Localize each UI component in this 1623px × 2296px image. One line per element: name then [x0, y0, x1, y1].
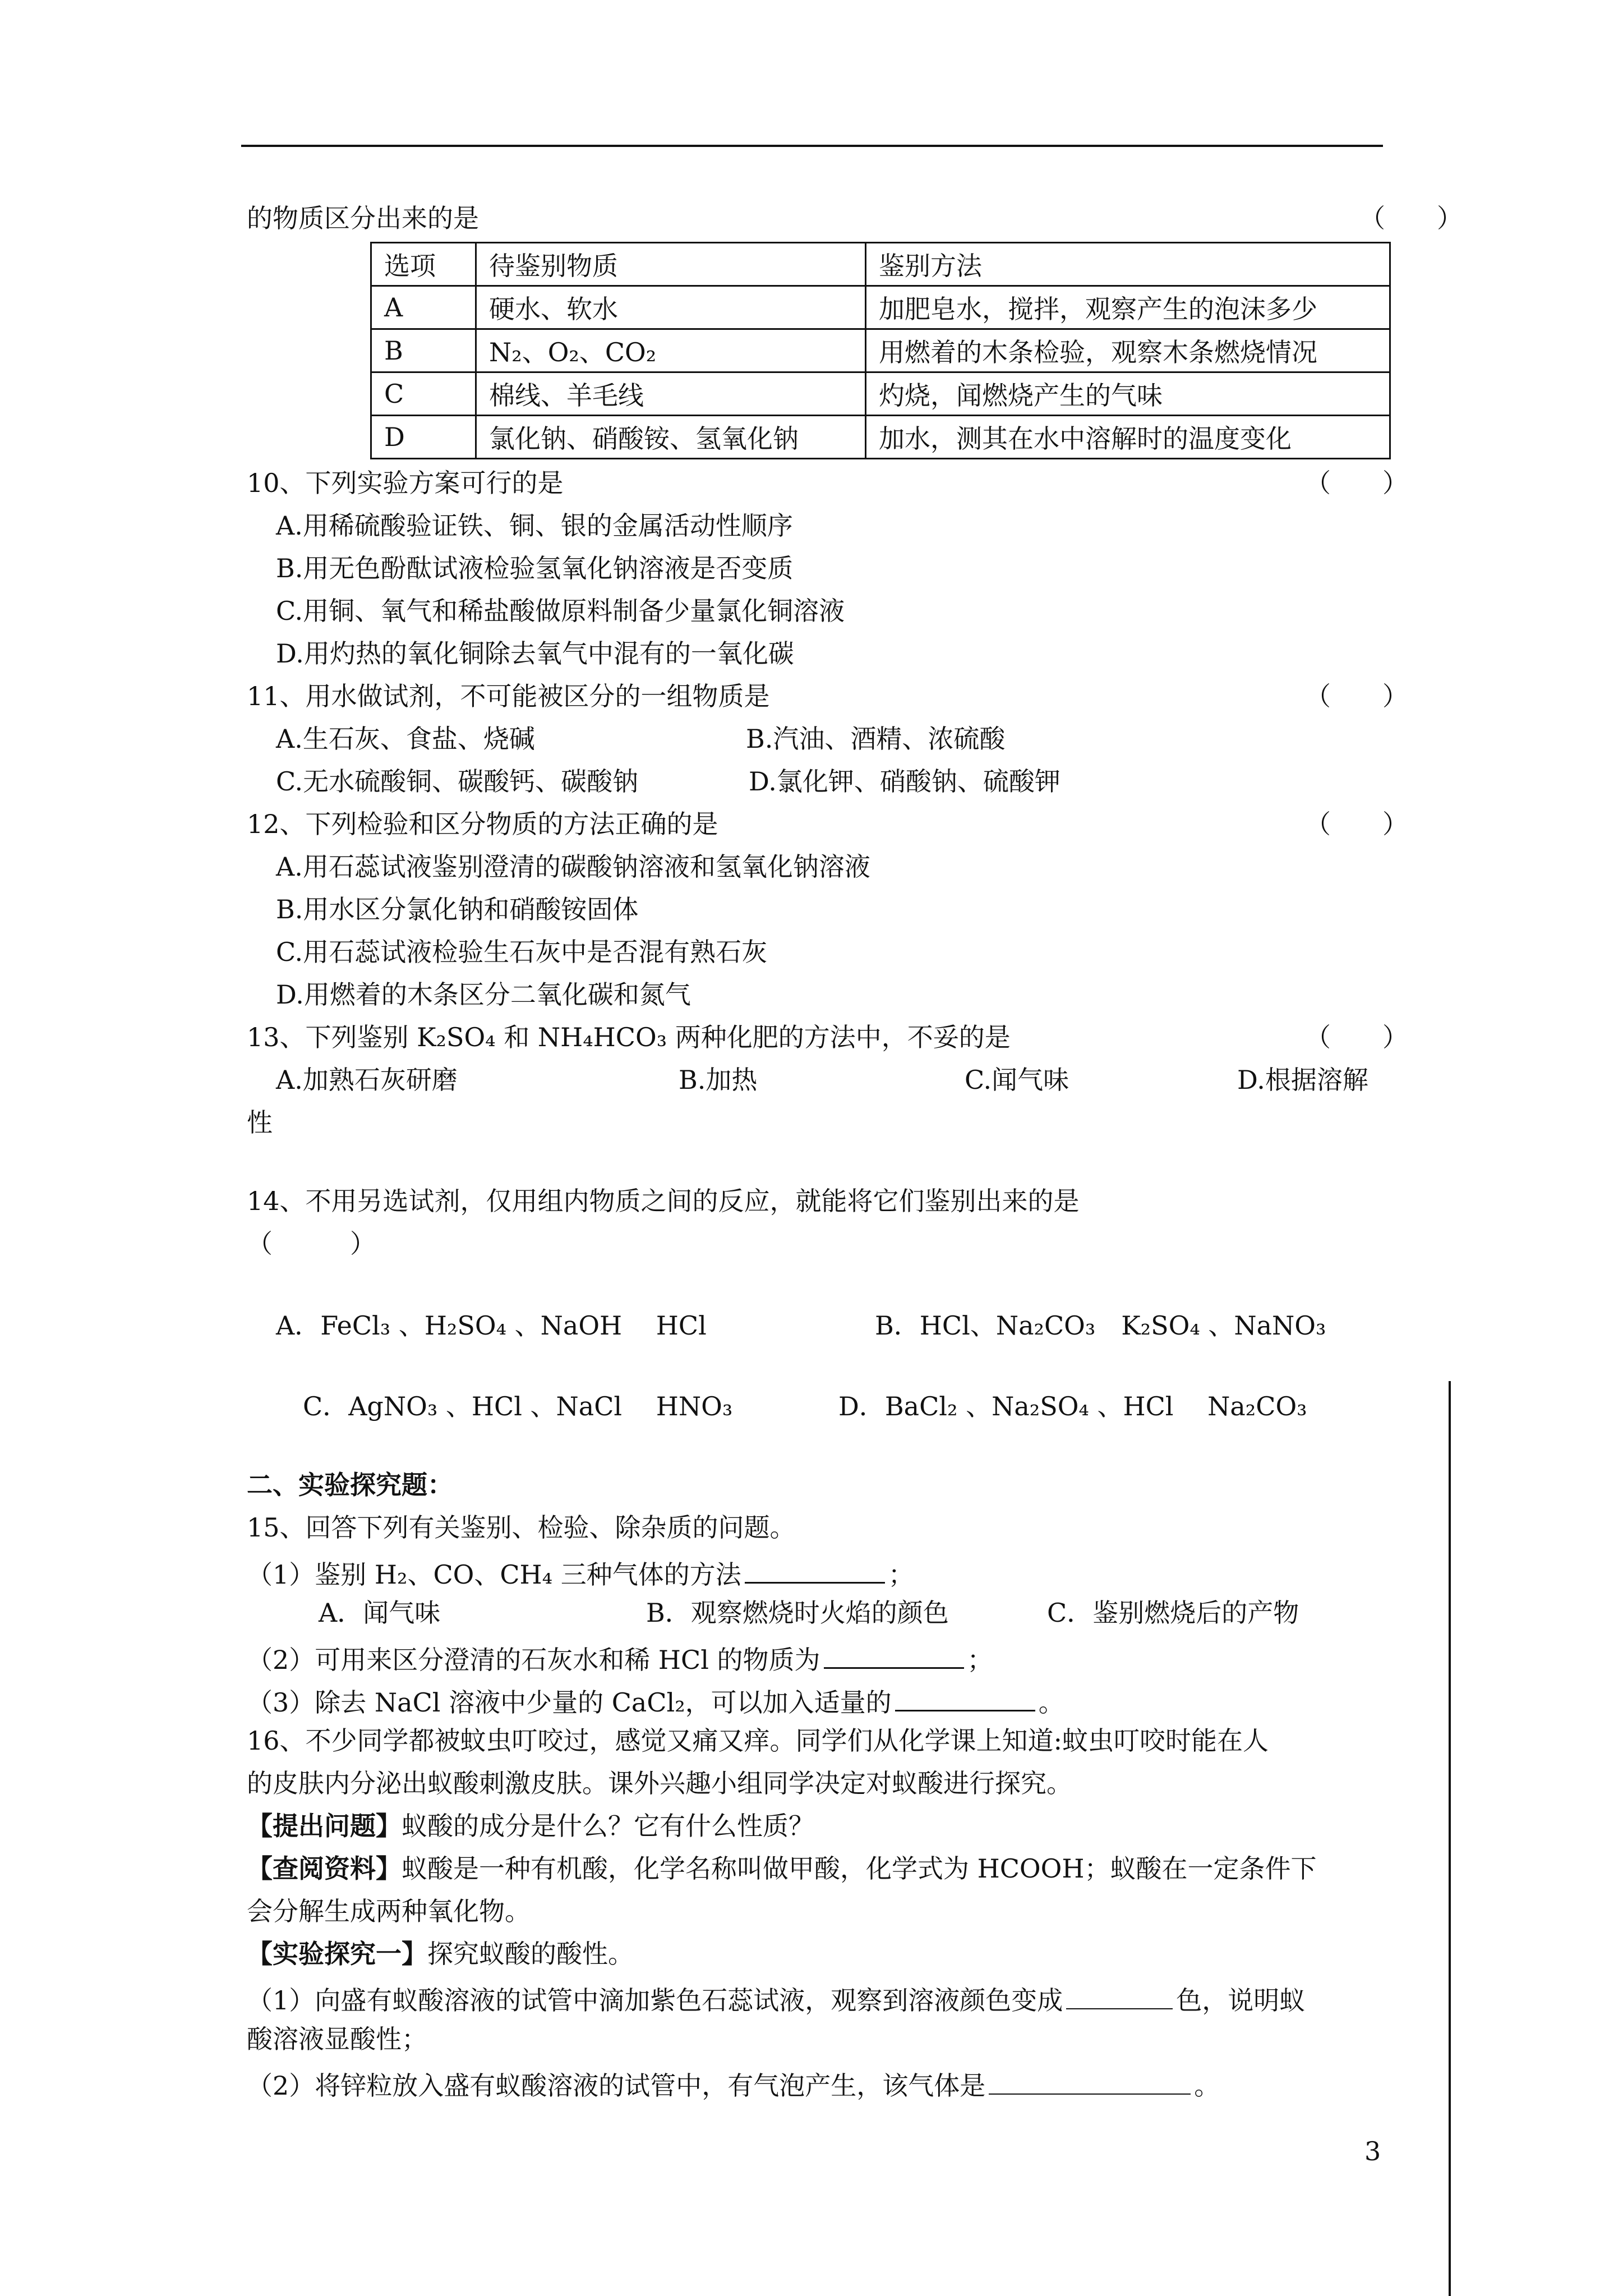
- q16-exp1-part2: [247, 2069, 1220, 2099]
- q16-reference-text1: 蚁酸是一种有机酸，化学名称叫做甲酸，化学式为 HCOOH；蚁酸在一定条件下: [402, 1853, 1317, 1884]
- q10-stem: 10、下列实验方案可行的是: [247, 468, 564, 498]
- table-row: [371, 286, 1390, 329]
- q15-part1-option-b: B．观察燃烧时火焰的颜色: [646, 1598, 949, 1628]
- answer-blank[interactable]: [989, 2069, 1191, 2095]
- q11-option-a: A.生石灰、食盐、烧碱: [276, 724, 535, 754]
- q10-option-b: B.用无色酚酞试液检验氢氧化钠溶液是否变质: [276, 553, 794, 583]
- section-heading: 二、实验探究题：: [247, 1470, 453, 1500]
- q15-part3-end: 。: [1038, 1687, 1064, 1718]
- q16-exp1-part1-end: 色，说明蚁: [1176, 1985, 1306, 2016]
- q15-part1-option-c: C．鉴别燃烧后的产物: [1047, 1598, 1299, 1628]
- q16-experiment1: [247, 1941, 634, 1967]
- q16-exp1-part2-end: 。: [1194, 2070, 1220, 2101]
- q16-reference-line2: 会分解生成两种氧化物。: [247, 1896, 531, 1926]
- q10-option-a: A.用稀硫酸验证铁、铜、银的金属活动性顺序: [276, 510, 793, 541]
- q16-question-label: 【提出问题】: [247, 1811, 402, 1841]
- q13-option-d-wrap: 性: [247, 1107, 273, 1138]
- table-header-cell: 待鉴别物质: [476, 243, 866, 286]
- q16-intro-line2: 的皮肤内分泌出蚁酸刺激皮肤。课外兴趣小组同学决定对蚁酸进行探究。: [247, 1768, 1072, 1798]
- answer-blank[interactable]: [745, 1557, 885, 1584]
- table-cell-method: 加肥皂水，搅拌，观察产生的泡沫多少: [866, 286, 1390, 329]
- q13-option-d: D.根据溶解: [1237, 1065, 1368, 1095]
- q16-exp1-part1-wrap: 酸溶液显酸性；: [247, 2024, 427, 2054]
- q12-option-b: B.用水区分氯化钠和硝酸铵固体: [276, 894, 639, 924]
- q15-part2-end: ；: [967, 1645, 993, 1675]
- q9-stem-end: 的物质区分出来的是: [247, 203, 479, 233]
- q14-answer-paren: （ ）: [247, 1228, 376, 1259]
- q10-option-d: D.用灼热的氧化铜除去氧气中混有的一氧化碳: [276, 638, 794, 669]
- q11-stem: 11、用水做试剂，不可能被区分的一组物质是: [247, 681, 770, 711]
- q15-part1-option-a: A．闻气味: [319, 1598, 441, 1628]
- q16-experiment1-label: 【实验探究一】: [247, 1939, 427, 1969]
- table-row: [371, 329, 1390, 372]
- q16-question-text: 蚁酸的成分是什么？它有什么性质？: [402, 1811, 814, 1841]
- table-cell-items: 棉线、羊毛线: [476, 372, 866, 416]
- q13-option-a: A.加熟石灰研磨: [276, 1065, 458, 1095]
- table-cell-method: 加水，测其在水中溶解时的温度变化: [866, 416, 1390, 459]
- q16-exp1-part1-text: （1）向盛有蚁酸溶液的试管中滴加紫色石蕊试液，观察到溶液颜色变成: [247, 1985, 1063, 2016]
- table-header-row: [371, 243, 1390, 286]
- table-cell-method: 灼烧，闻燃烧产生的气味: [866, 372, 1390, 416]
- q13-stem: 13、下列鉴别 K₂SO₄ 和 NH₄HCO₃ 两种化肥的方法中，不妥的是: [247, 1022, 1011, 1052]
- q14-option-d: D．BaCl₂ 、Na₂SO₄ 、HCl Na₂CO₃: [838, 1391, 1307, 1421]
- q14-option-a: A．FeCl₃ 、H₂SO₄ 、NaOH HCl: [276, 1310, 707, 1341]
- binding-margin-rule: [1449, 1381, 1451, 2296]
- table-row: [371, 372, 1390, 416]
- table-cell-items: 硬水、软水: [476, 286, 866, 329]
- table-cell-items: N₂、O₂、CO₂: [476, 329, 866, 372]
- q14-option-c: C．AgNO₃ 、HCl 、NaCl HNO₃: [303, 1391, 733, 1421]
- q12-option-d: D.用燃着的木条区分二氧化碳和氮气: [276, 979, 691, 1010]
- q14-stem: 14、不用另选试剂，仅用组内物质之间的反应，就能将它们鉴别出来的是: [247, 1186, 1080, 1216]
- answer-blank[interactable]: [824, 1642, 964, 1669]
- q10-option-c: C.用铜、氧气和稀盐酸做原料制备少量氯化铜溶液: [276, 596, 845, 626]
- table-header-cell: 鉴别方法: [866, 243, 1390, 286]
- answer-blank[interactable]: [1066, 1984, 1173, 2009]
- q12-option-c: C.用石蕊试液检验生石灰中是否混有熟石灰: [276, 937, 768, 967]
- q16-reference: [247, 1853, 1317, 1884]
- q15-part1-end: ；: [888, 1559, 914, 1590]
- q14-option-b: B．HCl、Na₂CO₃ K₂SO₄ 、NaNO₃: [875, 1310, 1326, 1341]
- table-cell-option: A: [371, 286, 476, 329]
- q11-option-d: D.氯化钾、硝酸钠、硫酸钾: [749, 766, 1061, 797]
- q12-option-a: A.用石蕊试液鉴别澄清的碳酸钠溶液和氢氧化钠溶液: [276, 852, 870, 882]
- answer-blank[interactable]: [895, 1685, 1035, 1711]
- q9-identification-table: [370, 242, 1391, 459]
- q10-answer-paren: （ ）: [1305, 468, 1408, 498]
- q12-answer-paren: （ ）: [1305, 809, 1408, 839]
- q12-stem: 12、下列检验和区分物质的方法正确的是: [247, 809, 718, 839]
- q15-part1-text: （1）鉴别 H₂、CO、CH₄ 三种气体的方法: [247, 1559, 741, 1590]
- page-number: 3: [1364, 2136, 1381, 2166]
- q11-answer-paren: （ ）: [1305, 681, 1408, 711]
- q16-question: [247, 1813, 814, 1839]
- q16-exp1-part2-text: （2）将锌粒放入盛有蚁酸溶液的试管中，有气泡产生，该气体是: [247, 2070, 986, 2101]
- q16-experiment1-text: 探究蚁酸的酸性。: [427, 1939, 634, 1969]
- q16-exp1-part1: [247, 1984, 1306, 2016]
- q16-reference-label: 【查阅资料】: [247, 1853, 402, 1884]
- q16-intro-line1: 16、不少同学都被蚊虫叮咬过，感觉又痛又痒。同学们从化学课上知道:蚊虫叮咬时能在人: [247, 1726, 1269, 1756]
- q15-part1: [247, 1557, 914, 1588]
- q15-stem: 15、回答下列有关鉴别、检验、除杂质的问题。: [247, 1512, 796, 1543]
- q13-option-b: B.加热: [679, 1065, 758, 1095]
- table-row: [371, 416, 1390, 459]
- header-rule: [241, 145, 1383, 147]
- q15-part3-text: （3）除去 NaCl 溶液中少量的 CaCl₂，可以加入适量的: [247, 1687, 892, 1718]
- q15-part3: [247, 1685, 1064, 1718]
- table-cell-items: 氯化钠、硝酸铵、氢氧化钠: [476, 416, 866, 459]
- table-cell-method: 用燃着的木条检验，观察木条燃烧情况: [866, 329, 1390, 372]
- table-cell-option: D: [371, 416, 476, 459]
- q13-option-c: C.闻气味: [965, 1065, 1069, 1095]
- table-cell-option: C: [371, 372, 476, 416]
- table-cell-option: B: [371, 329, 476, 372]
- q11-option-c: C.无水硫酸铜、碳酸钙、碳酸钠: [276, 766, 639, 797]
- q15-part2-text: （2）可用来区分澄清的石灰水和稀 HCl 的物质为: [247, 1645, 820, 1675]
- q11-option-b: B.汽油、酒精、浓硫酸: [746, 724, 1006, 754]
- q15-part2: [247, 1642, 993, 1673]
- table-header-cell: 选项: [371, 243, 476, 286]
- q13-answer-paren: （ ）: [1305, 1022, 1408, 1052]
- q9-answer-paren: （ ）: [1359, 203, 1463, 233]
